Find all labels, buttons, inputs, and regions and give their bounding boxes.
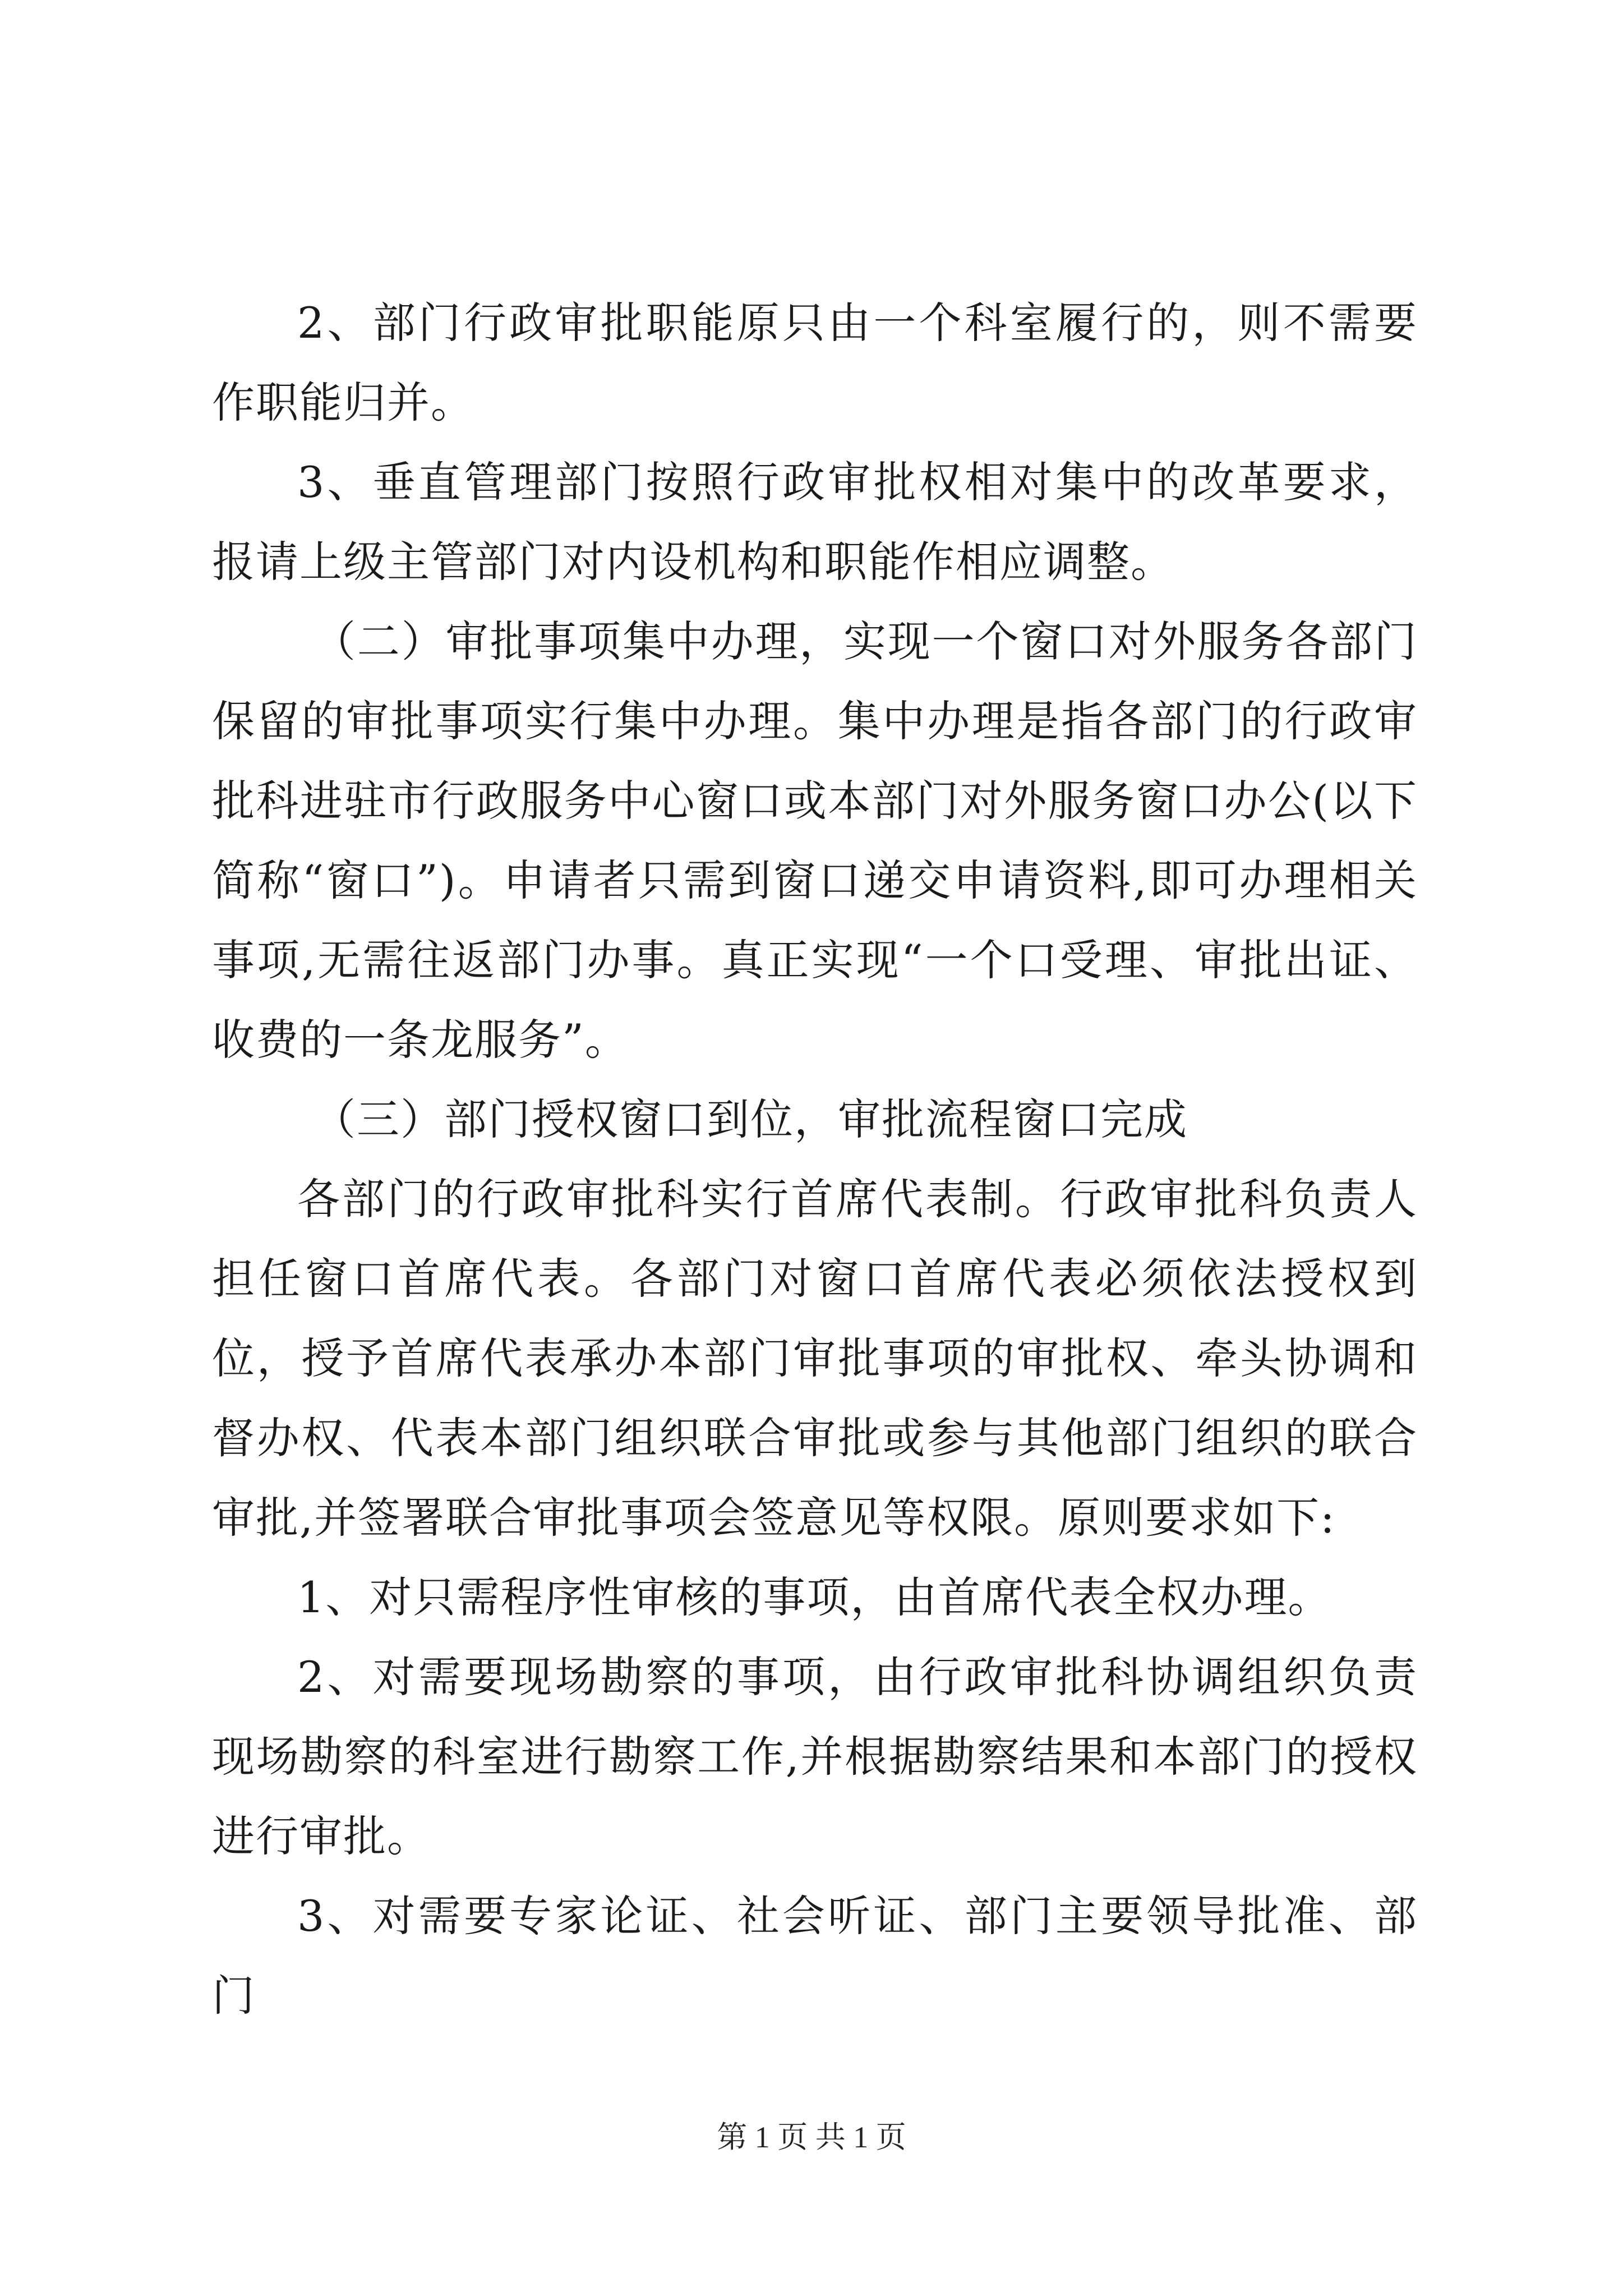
paragraph-chief-representative: 各部门的行政审批科实行首席代表制。行政审批科负责人担任窗口首席代表。各部门对窗口首席代表必须依法授权到位，授予首席代表承办本部门审批事项的审批权、牵头协调和督办权、代表本部门组织联合审批或参与其他部门组织的联合审批,并签署联合审批事项会签意见等权限。原则要求如下:: [212, 1174, 1418, 1543]
paragraph-item-3: 3、垂直管理部门按照行政审批权相对集中的改革要求，报请上级主管部门对内设机构和职能作相应调整。: [212, 457, 1418, 587]
paragraph-rule-3: 3、对需要专家论证、社会听证、部门主要领导批准、部门: [212, 1891, 1418, 2021]
section-heading-3: （三）部门授权窗口到位，审批流程窗口完成: [313, 1094, 1188, 1144]
section-heading-2: （二）审批事项集中办理，实现一个窗口对外服务各部门保留的审批事项实行集中办理。集中办理是指各部门的行政审批科进驻市行政服务中心窗口或本部门对外服务窗口办公(以下简称“窗口”)。申请者只需到窗口递交申请资料,即可办理相关事项,无需往返部门办事。真正实现“一个口受理、审批出证、收费的一条龙服务”。: [212, 616, 1418, 1065]
document-body: [212, 283, 1418, 2036]
paragraph-item-2: 2、部门行政审批职能原只由一个科室履行的，则不需要作职能归并。: [212, 298, 1418, 427]
page-footer: 第 1 页 共 1 页: [717, 2120, 906, 2154]
paragraph-rule-1: 1、对只需程序性审核的事项，由首席代表全权办理。: [297, 1572, 1332, 1622]
paragraph-rule-2: 2、对需要现场勘察的事项，由行政审批科协调组织负责现场勘察的科室进行勘察工作,并根据勘察结果和本部门的授权进行审批。: [212, 1652, 1418, 1861]
